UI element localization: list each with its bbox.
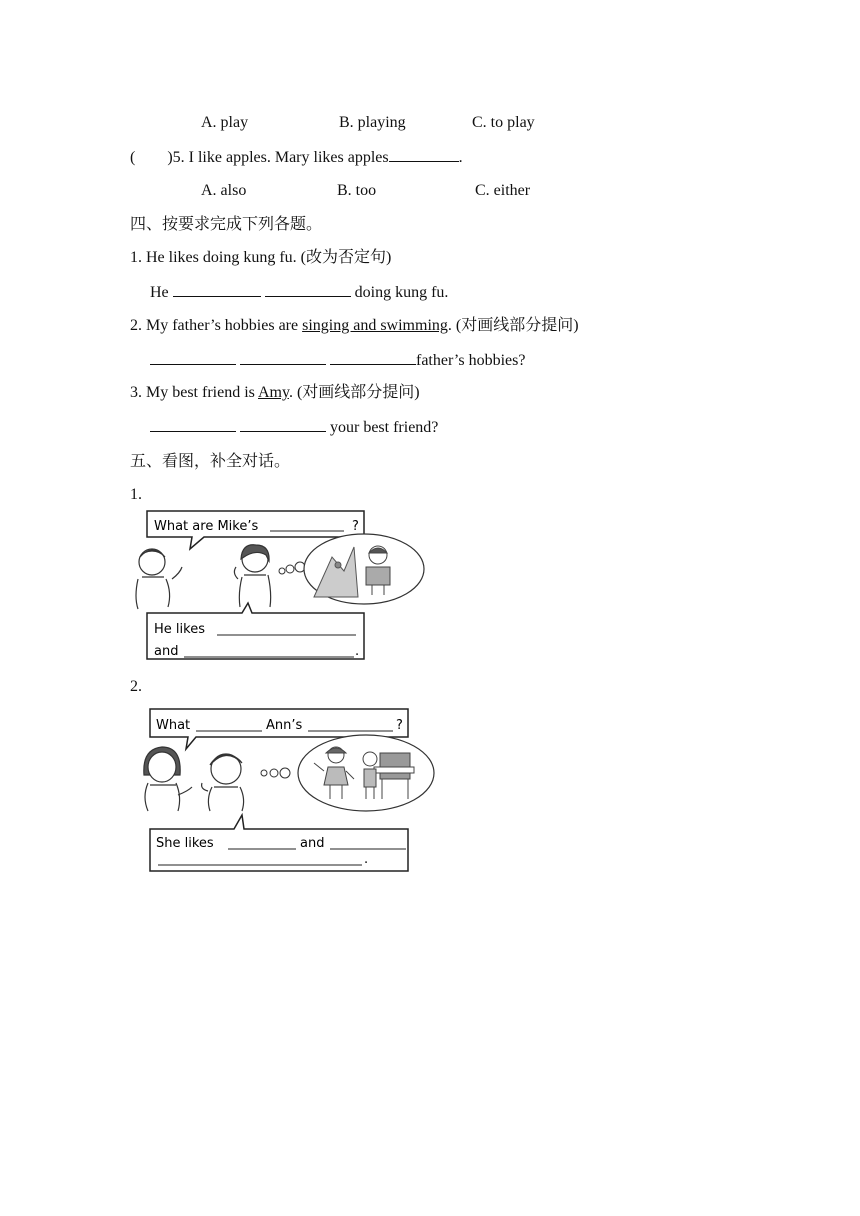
- s4-item2-prompt: [130, 316, 579, 336]
- picture2-number: 2.: [130, 678, 142, 695]
- q5-question: [130, 147, 463, 168]
- answer-paren: ( ): [130, 149, 173, 166]
- q5-option-c: C. either: [475, 182, 531, 199]
- question-mid: Ann’s: [266, 718, 303, 733]
- item-number: 1.: [130, 249, 142, 266]
- item-prompt: My father’s hobbies are: [146, 317, 299, 334]
- section5-heading: 五、看图，补全对话。: [130, 453, 291, 470]
- answer-blank[interactable]: [330, 350, 416, 365]
- item-instruction: (对画线部分提问): [455, 317, 579, 334]
- answer-blank[interactable]: [240, 417, 326, 432]
- question-mark: ?: [352, 519, 359, 534]
- answer-mid: and: [300, 836, 325, 851]
- answer-line1: She likes: [156, 836, 214, 851]
- q4-option-c: C. to play: [472, 114, 535, 131]
- answer-end: your best friend?: [330, 419, 439, 436]
- q5-option-a: A. also: [201, 182, 247, 199]
- picture2-dialogue: [138, 705, 438, 875]
- question-prefix: What are Mike’s: [154, 519, 259, 534]
- answer-end: .: [355, 644, 360, 659]
- q4-option-b: B. playing: [339, 114, 406, 131]
- question-prefix: What: [156, 718, 191, 733]
- q5-end: .: [458, 149, 463, 166]
- s4-item3-answer: [150, 417, 438, 438]
- question-mark: ?: [396, 718, 403, 733]
- answer-blank[interactable]: [150, 350, 236, 365]
- answer-line1: He likes: [154, 622, 205, 637]
- girl-middle-figure: [234, 545, 270, 607]
- item-prompt: My best friend is: [146, 384, 255, 401]
- item-prompt: He likes doing kung fu.: [146, 249, 297, 266]
- item-number: 3.: [130, 384, 142, 401]
- q4-option-a: A. play: [201, 114, 249, 131]
- underlined-phrase: singing and swimming: [302, 317, 448, 334]
- answer-blank[interactable]: [389, 147, 459, 162]
- answer-end: doing kung fu.: [354, 284, 449, 301]
- girl-left-figure: [144, 747, 192, 811]
- item-end: .: [288, 384, 293, 401]
- answer-blank[interactable]: [240, 350, 326, 365]
- section4-heading: 四、按要求完成下列各题。: [130, 216, 323, 233]
- picture1-dialogue: [132, 507, 427, 665]
- answer-blank[interactable]: [173, 282, 261, 297]
- s4-item2-answer: [150, 350, 525, 371]
- s4-item3-prompt: [130, 383, 420, 403]
- item-number: 2.: [130, 317, 142, 334]
- item-end: .: [447, 317, 452, 334]
- picture1-number: 1.: [130, 486, 142, 503]
- answer-start: He: [150, 284, 169, 301]
- boy-left-figure: [136, 549, 182, 609]
- answer-blank[interactable]: [265, 282, 351, 297]
- answer-line2: and: [154, 644, 179, 659]
- answer-end: .: [364, 852, 369, 867]
- s4-item1-prompt: [130, 248, 391, 268]
- q5-text: 5. I like apples. Mary likes apples: [172, 149, 389, 166]
- s4-item1-answer: [150, 282, 448, 303]
- item-instruction: (对画线部分提问): [296, 384, 420, 401]
- boy-middle-figure: [202, 754, 244, 811]
- q5-option-b: B. too: [337, 182, 377, 199]
- answer-blank[interactable]: [150, 417, 236, 432]
- answer-end: father’s hobbies?: [416, 352, 526, 369]
- item-instruction: (改为否定句): [300, 249, 392, 266]
- underlined-phrase: Amy: [258, 384, 289, 401]
